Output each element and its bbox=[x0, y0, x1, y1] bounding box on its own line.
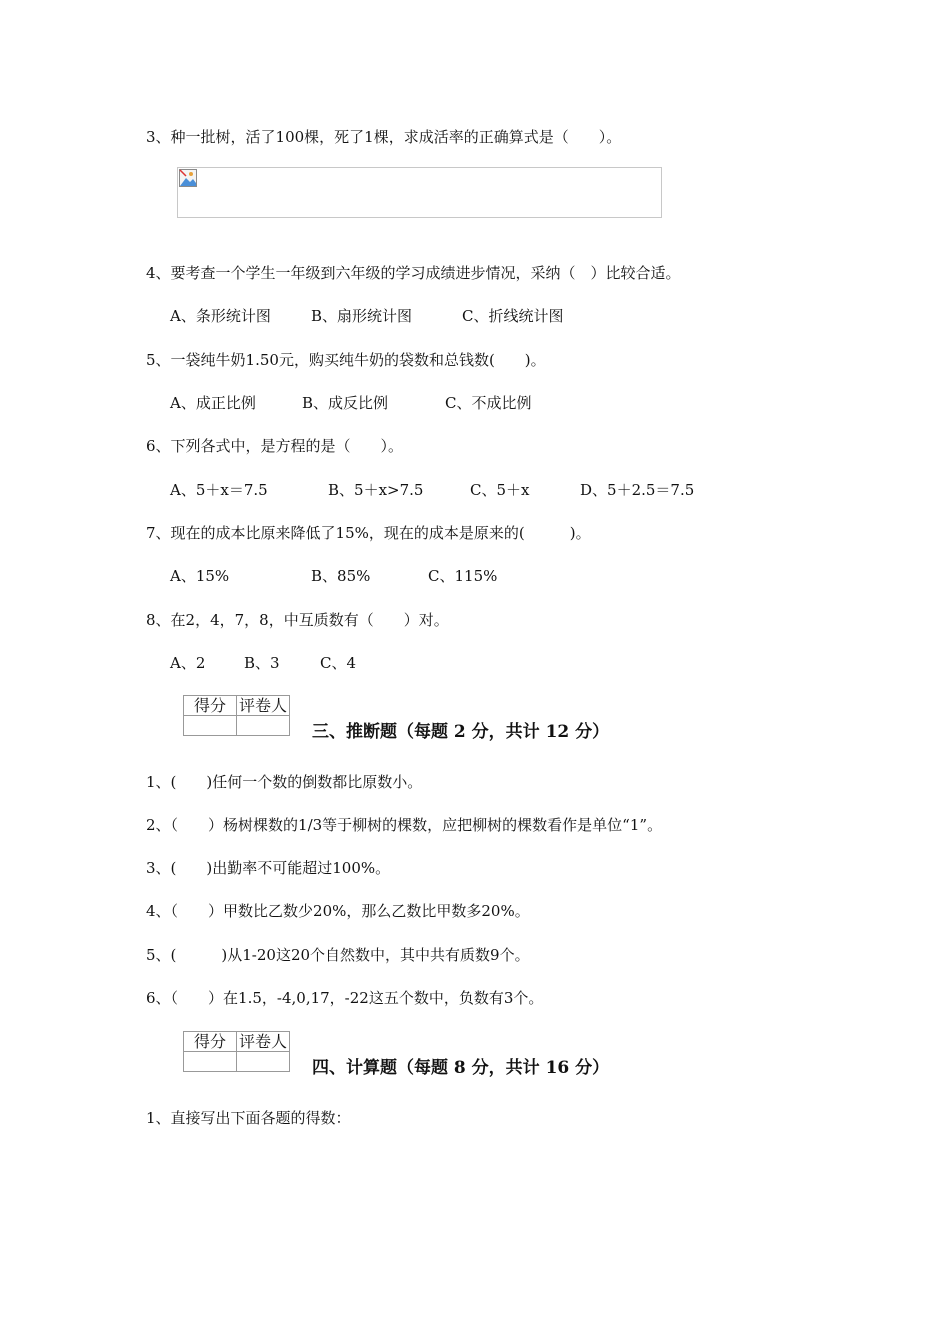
section-3-title: 三、推断题（每题 2 分，共计 12 分） bbox=[312, 722, 610, 742]
judge-item-5: 5、( )从1-20这20个自然数中，其中共有质数9个。 bbox=[146, 946, 530, 964]
q5-option-a: A、成正比例 bbox=[170, 394, 256, 412]
q8-option-b: B、3 bbox=[244, 654, 280, 672]
question-8: 8、在2，4，7，8，中互质数有（ ）对。 bbox=[146, 611, 449, 629]
question-6: 6、下列各式中，是方程的是（ ）。 bbox=[146, 437, 404, 455]
judge-item-6: 6、（ ）在1.5，-4,0,17，-22这五个数中，负数有3个。 bbox=[146, 989, 544, 1007]
score-cell bbox=[184, 716, 237, 736]
calc-item-1: 1、直接写出下面各题的得数： bbox=[146, 1109, 351, 1127]
question-3-image-placeholder bbox=[177, 167, 662, 218]
judge-item-4: 4、（ ）甲数比乙数少20%，那么乙数比甲数多20%。 bbox=[146, 902, 530, 920]
q8-option-a: A、2 bbox=[170, 654, 206, 672]
question-4: 4、要考查一个学生一年级到六年级的学习成绩进步情况，采纳（ ）比较合适。 bbox=[146, 264, 681, 282]
q4-option-a: A、条形统计图 bbox=[170, 307, 271, 325]
broken-image-icon bbox=[179, 169, 197, 187]
q6-option-b: B、5＋x>7.5 bbox=[328, 481, 424, 499]
grader-cell bbox=[237, 1052, 290, 1072]
q5-option-c: C、不成比例 bbox=[445, 394, 532, 412]
section-4-title: 四、计算题（每题 8 分，共计 16 分） bbox=[312, 1058, 610, 1078]
grader-cell bbox=[237, 716, 290, 736]
q7-option-b: B、85% bbox=[311, 567, 371, 585]
grader-label: 评卷人 bbox=[237, 1032, 290, 1052]
q6-option-a: A、5＋x＝7.5 bbox=[170, 481, 268, 499]
q4-option-c: C、折线统计图 bbox=[462, 307, 564, 325]
question-5: 5、一袋纯牛奶1.50元，购买纯牛奶的袋数和总钱数( )。 bbox=[146, 351, 546, 369]
q4-option-b: B、扇形统计图 bbox=[311, 307, 413, 325]
judge-item-2: 2、（ ）杨树棵数的1/3等于柳树的棵数，应把柳树的棵数看作是单位“1”。 bbox=[146, 816, 663, 834]
score-table-section-4 bbox=[183, 1031, 290, 1072]
grader-label: 评卷人 bbox=[237, 696, 290, 716]
score-label: 得分 bbox=[184, 1032, 237, 1052]
q8-option-c: C、4 bbox=[320, 654, 357, 672]
q7-option-c: C、115% bbox=[428, 567, 498, 585]
question-3: 3、种一批树，活了100棵，死了1棵，求成活率的正确算式是（ ）。 bbox=[146, 128, 622, 146]
q6-option-d: D、5＋2.5＝7.5 bbox=[580, 481, 695, 499]
score-label: 得分 bbox=[184, 696, 237, 716]
q6-option-c: C、5＋x bbox=[470, 481, 530, 499]
score-cell bbox=[184, 1052, 237, 1072]
judge-item-1: 1、( )任何一个数的倒数都比原数小。 bbox=[146, 773, 423, 791]
score-table-section-3 bbox=[183, 695, 290, 736]
q7-option-a: A、15% bbox=[170, 567, 230, 585]
judge-item-3: 3、( )出勤率不可能超过100%。 bbox=[146, 859, 391, 877]
question-7: 7、现在的成本比原来降低了15%，现在的成本是原来的( )。 bbox=[146, 524, 591, 542]
q5-option-b: B、成反比例 bbox=[302, 394, 389, 412]
